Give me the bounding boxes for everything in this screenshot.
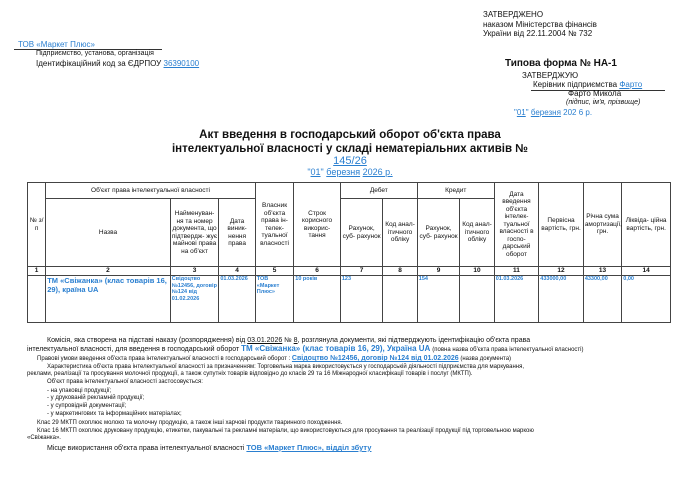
header-annual-amort: Річна сума амортизації, грн. — [583, 183, 621, 267]
edrpou-label: Ідентифікаційний код за ЄДРПОУ — [36, 59, 162, 68]
org-name: ТОВ «Маркет Плюс» — [18, 40, 95, 49]
header-credit-account: Рахунок, суб- рахунок — [417, 199, 460, 267]
header-date-origin: Дата виник- нення права — [219, 199, 255, 267]
sign-caption: (підпис, ім'я, прізвище) — [566, 99, 641, 106]
approval-block — [483, 10, 597, 39]
cell-name[interactable]: ТМ «Свіжанка» (клас товарів 16, 29), країна UA — [46, 276, 171, 323]
cell-term[interactable]: 10 років — [294, 276, 341, 323]
header-term: Строк корисного викорис- тання — [294, 183, 341, 267]
approval-line1: ЗАТВЕРДЖЕНО — [483, 10, 544, 19]
org-caption: Підприємство, установа, організація — [36, 50, 154, 57]
cell-num — [28, 276, 46, 323]
header-liquid-cost: Ліквіда- ційна вартість, грн. — [622, 183, 671, 267]
cell-debit-analytic[interactable] — [383, 276, 417, 323]
header-debit-account: Рахунок, суб- рахунок — [340, 199, 383, 267]
form-title: Типова форма № НА-1 — [505, 58, 617, 69]
act-number[interactable]: 145/26 — [333, 155, 367, 167]
cell-doc[interactable]: Свідоцтво №12456, договір №124 від 01.02.2026 — [170, 276, 219, 323]
header-debit: Дебет — [340, 183, 417, 199]
act-title: Акт введення в господарський оборот об'єкта права інтелектуальної власності у складі нематеріальних активів № — [171, 129, 529, 155]
edrpou-value[interactable]: 36390100 — [163, 59, 200, 68]
cell-debit-account[interactable]: 123 — [340, 276, 383, 323]
form-date: "01" березня 202 6 р. — [514, 108, 593, 117]
head-name: Фарто Микола — [568, 89, 622, 98]
head-name-link[interactable]: Фарто — [619, 80, 643, 89]
paragraph-commission: Комісія, яка створена на підставі наказу (розпорядження) від 03.01.2026 № 8, розглянула документи, які підтверджують ідентифікацію об'єкта права — [47, 337, 531, 344]
cell-credit-account[interactable]: 154 — [417, 276, 460, 323]
header-num: № з/п — [28, 183, 46, 267]
approval-line2: наказом Міністерства фінансів — [483, 19, 597, 29]
act-date: "01" березня 2026 р. — [307, 167, 393, 177]
paragraph-legal: Правові умови введення об'єкта права інтелектуальної власності в господарський оборот : Свідоцтво №12456, договір №124 від 01.02.2026 (назва документа) — [37, 355, 512, 362]
header-name: Назва — [46, 199, 171, 267]
form-date-month[interactable]: березня — [530, 108, 561, 117]
header-date-intro: Дата введення об'єкта інтелек- туальної власності в госпо- дарський оборот — [494, 183, 539, 267]
column-numbers-row: 1 2 3 4 5 6 7 8 9 10 11 12 13 14 — [28, 267, 671, 276]
form-date-day[interactable]: 01 — [516, 108, 526, 117]
header-credit: Кредит — [417, 183, 494, 199]
cell-date-intro[interactable]: 01.03.2026 — [494, 276, 539, 323]
cell-credit-analytic[interactable] — [460, 276, 494, 323]
header-credit-analytic: Код анал- ітичного обліку — [460, 199, 494, 267]
cell-liquid-cost[interactable]: 0,00 — [622, 276, 671, 323]
header-doc: Найменуван- ня та номер документа, що підтвердж- жує майнові права на об'єкт — [170, 199, 219, 267]
cell-annual-amort[interactable]: 43300,00 — [583, 276, 621, 323]
header-initial-cost: Первісна вартість, грн. — [539, 183, 584, 267]
header-debit-analytic: Код анал- ітичного обліку — [383, 199, 417, 267]
approval-line3: України від 22.11.2004 № 732 — [483, 29, 593, 38]
cell-date-origin[interactable]: 01.03.2026 — [219, 276, 255, 323]
header-object: Об'єкт права інтелектуальної власності — [46, 183, 256, 199]
assets-table — [27, 182, 671, 323]
approve-label: ЗАТВЕРДЖУЮ — [522, 71, 579, 80]
header-owner: Власник об'єкта права ін- телек- туальної власності — [255, 183, 293, 267]
cell-initial-cost[interactable]: 433000,00 — [539, 276, 584, 323]
table-row — [28, 276, 671, 323]
paragraph-purpose: Характеристика об'єкта права інтелектуальної власності за призначенням: Торговельна марка використовується у господарській діяльності підприємства для маркування, — [47, 364, 525, 370]
body-text: Комісія, яка створена на підставі наказу (розпорядження) від 03.01.2026 № 8, розглянула документи, які підтверджують ідентифікацію об'єкта права інтелектуальної власності, для введення в господарський оборот ТМ «Свіжанка» (клас товарів 16, 29), Україна UA (повна назва об'єкта права інтелектуальної власності) Правові умови введення об'єкта права інтелектуальної власності в господарський оборот : Свідоцтво №12456, договір №124 від 01.02.2026 (назва документа) Характеристика об'єкта права інтелектуальної власності за призначенням: Торговельна марка використовується у господарській діяльності підприємства для маркування, реклами, реалізації та просування молочної продукції, а також супутніх товарів відповідно до класів 29 та 16 Міжнародної класифікації товарів і послуг (МКТП). Об'єкт права інтелектуальної власності застосовується: - на упаковці продукції; - у друкованій рекламній продукції; - у супровідній документації; - у маркетингових та інформаційних матеріалах; Клас 29 МКТП охоплює молоко та молочну продукцію, а також інші харчові продукти тваринного походження. Клас 16 МКТП охоплює друковану продукцію, етикетки, пакувальні та рекламні матеріали, що використовуються для просування та реалізації продукції під торговельною маркою «Свіжанка». Місце використання об'єкта права інтелектуальної власності ТОВ «Маркет Плюс», відділ збуту — [27, 337, 677, 453]
head-label: Керівник підприємства — [533, 80, 618, 89]
form-date-year: 202 6 р. — [563, 108, 593, 117]
cell-owner[interactable]: ТОВ «Маркет Плюс» — [255, 276, 293, 323]
